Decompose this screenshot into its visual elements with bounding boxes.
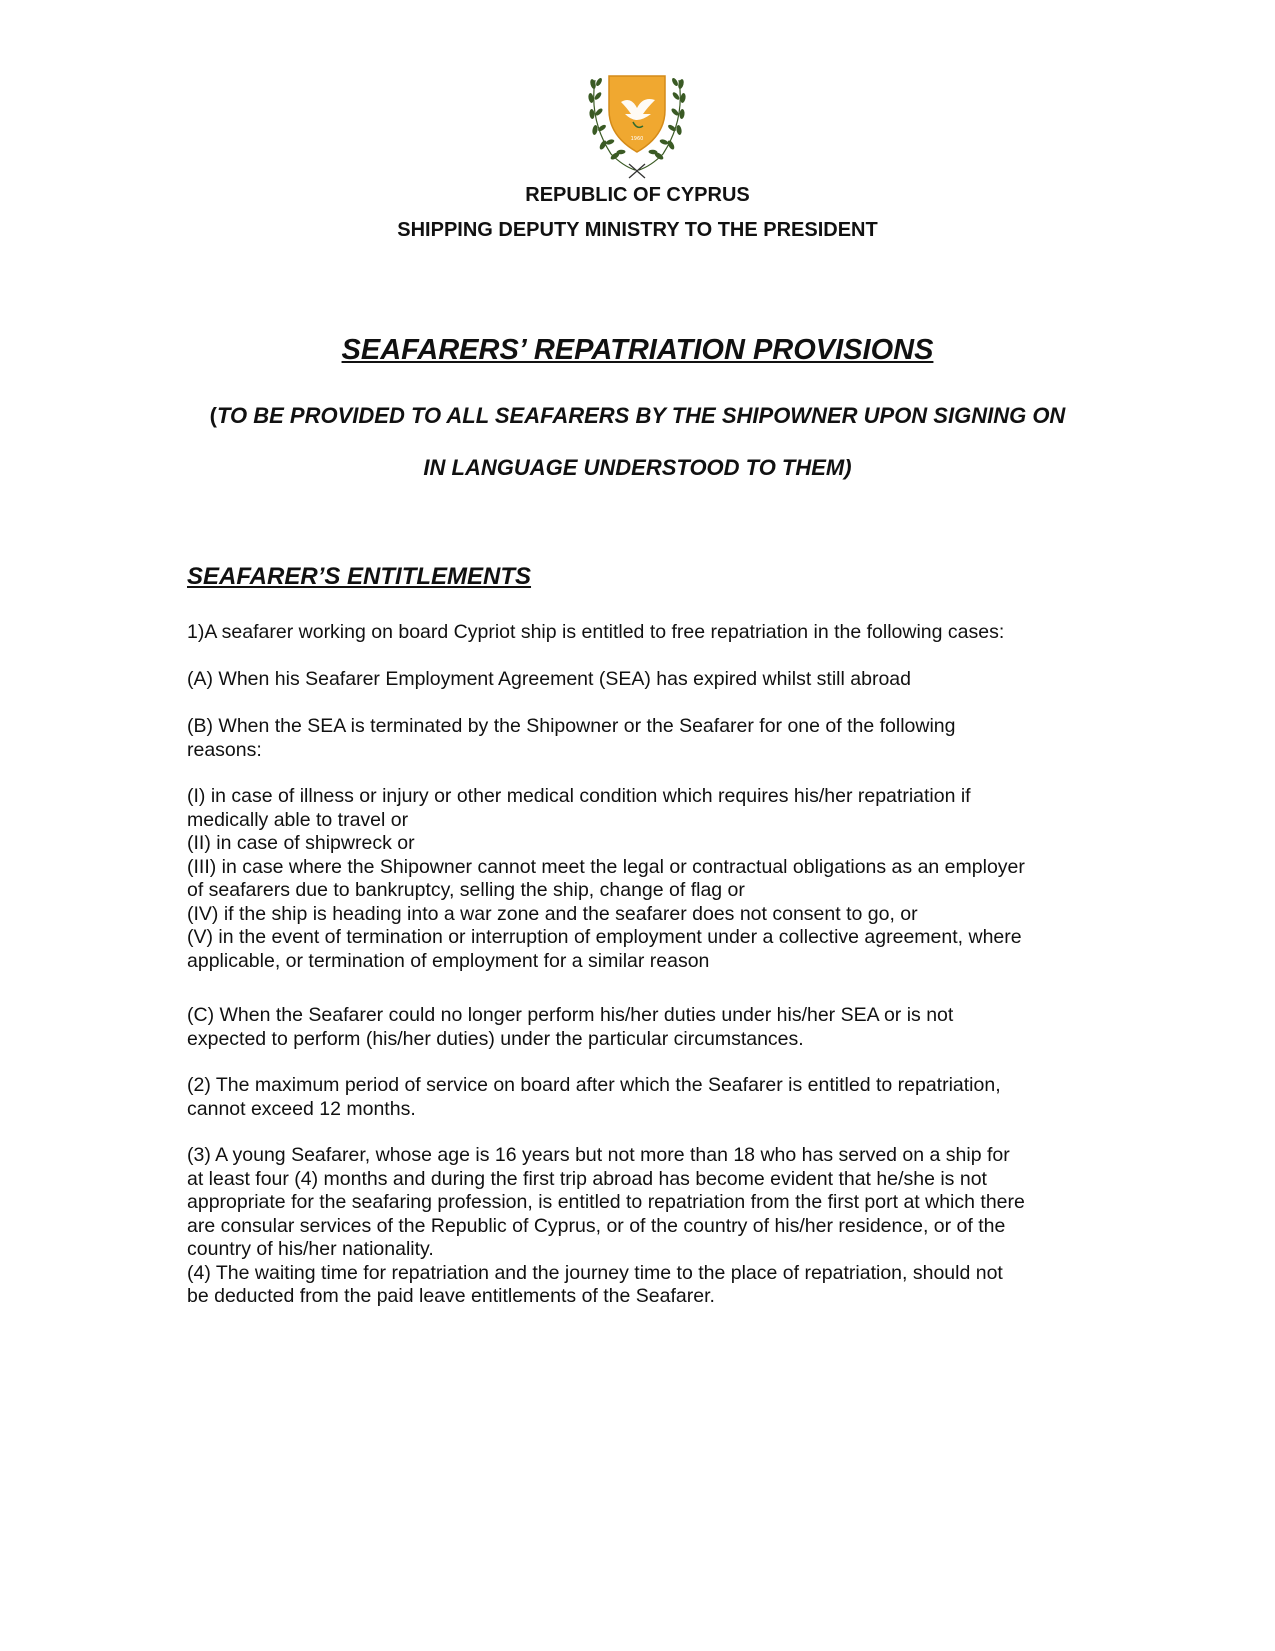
reason-line: (I) in case of illness or injury or other medical condition which requires his/her repatriation if [187, 785, 971, 807]
subtitle-line-1 [0, 402, 1275, 430]
reason-line: medically able to travel or [187, 808, 409, 831]
page-title: SEAFARERS’ REPATRIATION PROVISIONS [341, 334, 934, 366]
point-3-4-line: appropriate for the seafaring profession, is entitled to repatriation from the first port at which there [187, 1191, 1025, 1213]
case-a-paragraph [187, 668, 1087, 692]
subtitle-line-1-text: TO BE PROVIDED TO ALL SEAFARERS BY THE SHIPOWNER UPON SIGNING ON [216, 403, 1066, 428]
point-3-4-line: at least four (4) months and during the first trip abroad has become evident that he/she is not [187, 1167, 987, 1190]
reason-line: (IV) if the ship is heading into a war zone and the seafarer does not consent to go, or [187, 902, 918, 925]
point-3-4-line: be deducted from the paid leave entitlements of the Seafarer. [187, 1285, 715, 1307]
point-2-line: cannot exceed 12 months. [187, 1097, 416, 1120]
point-3-4-line: (4) The waiting time for repatriation and the journey time to the place of repatriation, should not [187, 1261, 1003, 1284]
point-3-4-line: (3) A young Seafarer, whose age is 16 years but not more than 18 who has served on a ship for [187, 1144, 1010, 1166]
case-c-line: expected to perform (his/her duties) under the particular circumstances. [187, 1027, 804, 1050]
emblem-year: 1960 [630, 136, 644, 142]
subtitle-line-2: IN LANGUAGE UNDERSTOOD TO THEM) [423, 455, 852, 480]
cyprus-coat-of-arms-icon [581, 70, 693, 182]
point-3-4-line: are consular services of the Republic of Cyprus, or of the country of his/her residence, or of the [187, 1214, 1006, 1237]
country-heading: REPUBLIC OF CYPRUS [525, 184, 750, 206]
case-c-paragraph [187, 1004, 1087, 1051]
case-b-paragraph [187, 715, 1087, 762]
point-3-4-paragraph [187, 1144, 1087, 1309]
case-c-line: (C) When the Seafarer could no longer perform his/her duties under his/her SEA or is not [187, 1004, 954, 1026]
reason-line: (V) in the event of termination or interruption of employment under a collective agreement, where [187, 926, 1022, 948]
reason-line: applicable, or termination of employment for a similar reason [187, 949, 710, 972]
section-heading-entitlements: SEAFARER’S ENTITLEMENTS [187, 563, 532, 590]
intro-line: 1)A seafarer working on board Cypriot ship is entitled to free repatriation in the following cases: [187, 621, 1005, 643]
point-3-4-line: country of his/her nationality. [187, 1238, 434, 1260]
subtitle-open-paren: ( [209, 403, 217, 428]
intro-paragraph [187, 621, 1087, 645]
ministry-heading: SHIPPING DEPUTY MINISTRY TO THE PRESIDENT [397, 219, 878, 241]
reason-line: of seafarers due to bankruptcy, selling the ship, change of flag or [187, 879, 745, 901]
reasons-list [187, 785, 1087, 973]
point-2-line: (2) The maximum period of service on board after which the Seafarer is entitled to repatriation, [187, 1074, 1001, 1096]
case-b-line: (B) When the SEA is terminated by the Shipowner or the Seafarer for one of the following [187, 715, 956, 737]
case-b-line: reasons: [187, 738, 262, 761]
point-2-paragraph [187, 1074, 1087, 1121]
case-a-line: (A) When his Seafarer Employment Agreement (SEA) has expired whilst still abroad [187, 668, 911, 690]
reason-line: (II) in case of shipwreck or [187, 832, 415, 854]
reason-line: (III) in case where the Shipowner cannot meet the legal or contractual obligations as an employer [187, 855, 1025, 878]
